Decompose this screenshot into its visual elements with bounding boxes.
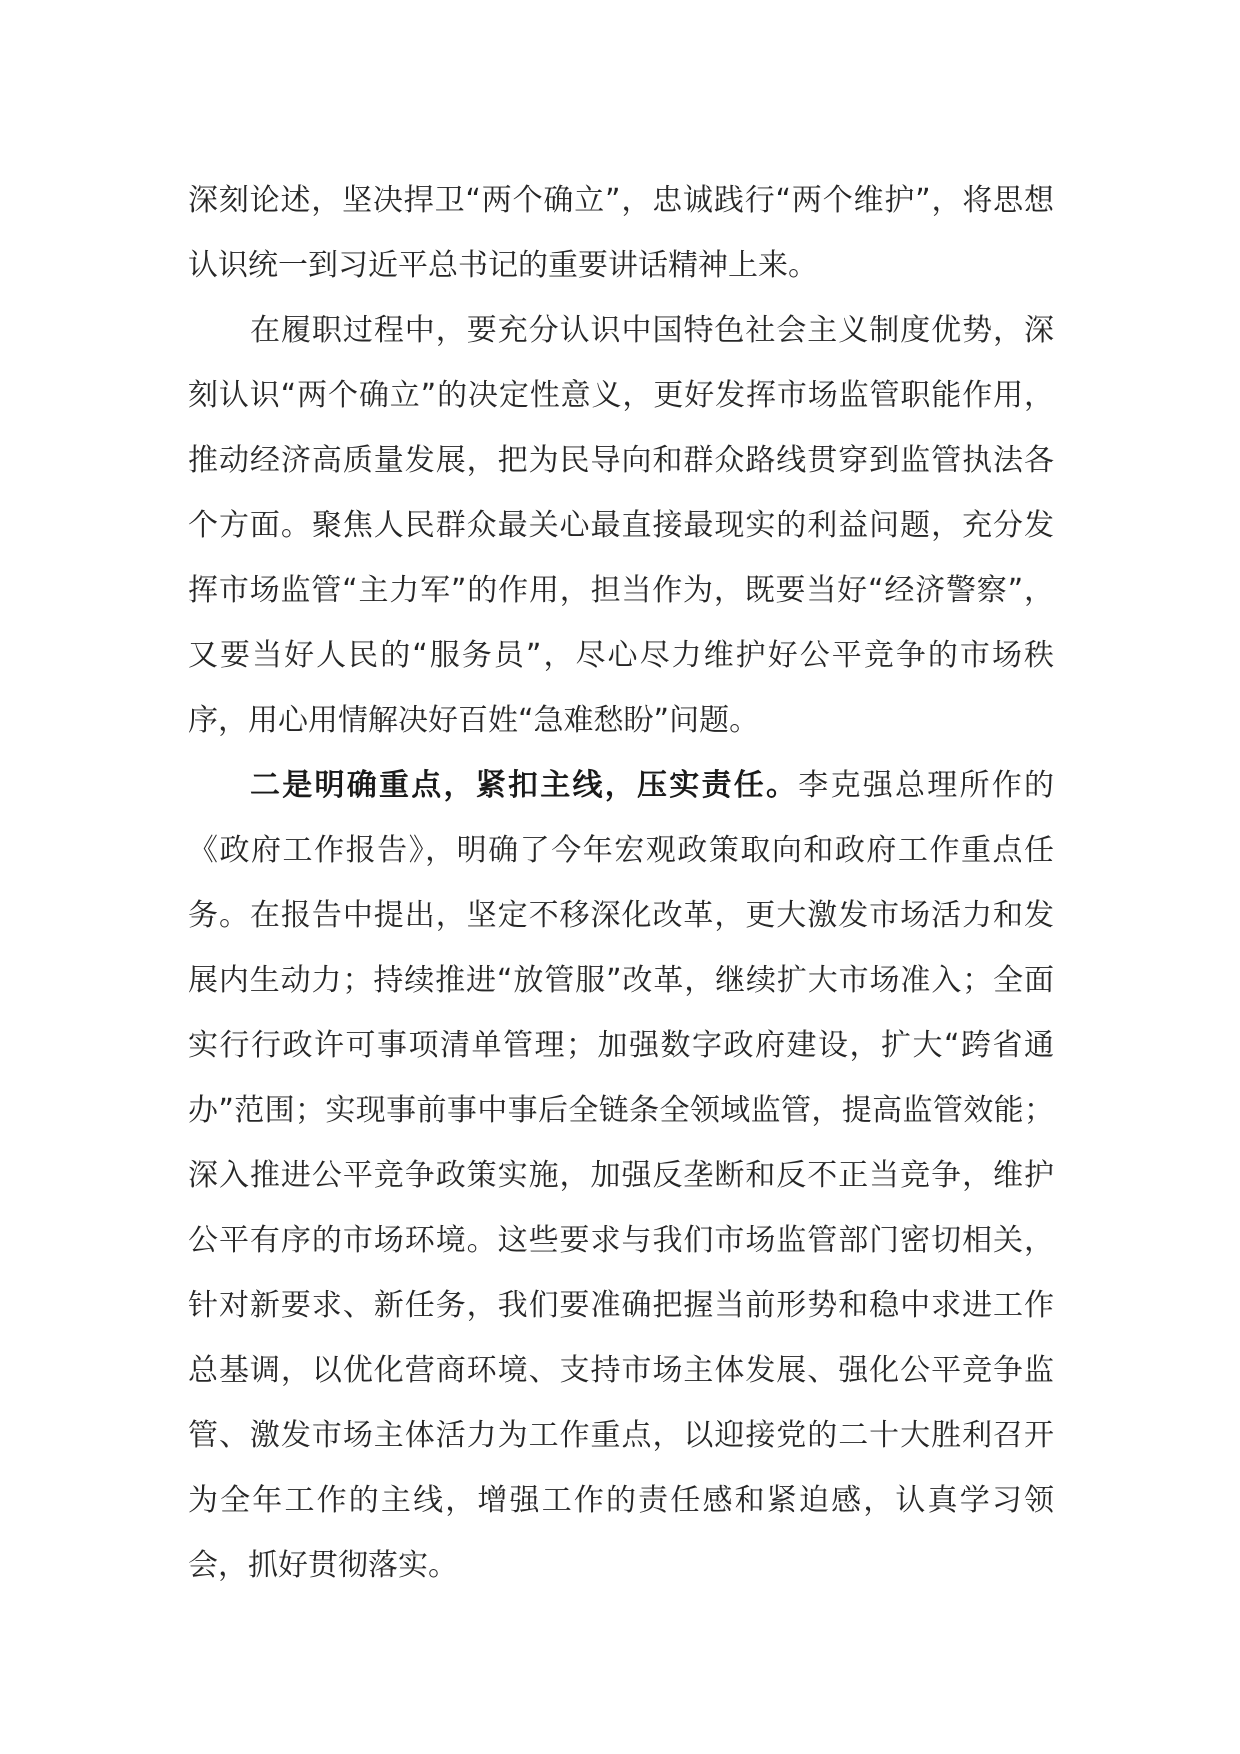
paragraph-text: 在履职过程中，要充分认识中国特色社会主义制度优势，深刻认识“两个确立”的决定性意义，更好发挥市场监管职能作用，推动经济高质量发展，把为民导向和群众路线贯穿到监管执法各个方面。聚焦人民群众最关心最直接最现实的利益问题，充分发挥市场监管“主力军”的作用，担当作为，既要当好“经济警察”，又要当好人民的“服务员”，尽心尽力维护好公平竞争的市场秩序，用心用情解决好百姓“急难愁盼”问题。 — [188, 313, 1054, 738]
paragraph-lead-heading: 二是明确重点，紧扣主线，压实责任。 — [250, 768, 799, 803]
body-text — [188, 168, 1054, 1598]
paragraph-text: 深刻论述，坚决捍卫“两个确立”，忠诚践行“两个维护”，将思想认识统一到习近平总书记的重要讲话精神上来。 — [188, 183, 1054, 283]
paragraph-performance — [188, 298, 1054, 753]
paragraph-continuation — [188, 168, 1054, 298]
paragraph-key-points — [188, 753, 1054, 1598]
paragraph-text: 李克强总理所作的《政府工作报告》，明确了今年宏观政策取向和政府工作重点任务。在报告中提出，坚定不移深化改革，更大激发市场活力和发展内生动力；持续推进“放管服”改革，继续扩大市场准入；全面实行行政许可事项清单管理；加强数字政府建设，扩大“跨省通办”范围；实现事前事中事后全链条全领域监管，提高监管效能；深入推进公平竞争政策实施，加强反垄断和反不正当竞争，维护公平有序的市场环境。这些要求与我们市场监管部门密切相关，针对新要求、新任务，我们要准确把握当前形势和稳中求进工作总基调，以优化营商环境、支持市场主体发展、强化公平竞争监管、激发市场主体活力为工作重点，以迎接党的二十大胜利召开为全年工作的主线，增强工作的责任感和紧迫感，认真学习领会，抓好贯彻落实。 — [188, 768, 1054, 1583]
